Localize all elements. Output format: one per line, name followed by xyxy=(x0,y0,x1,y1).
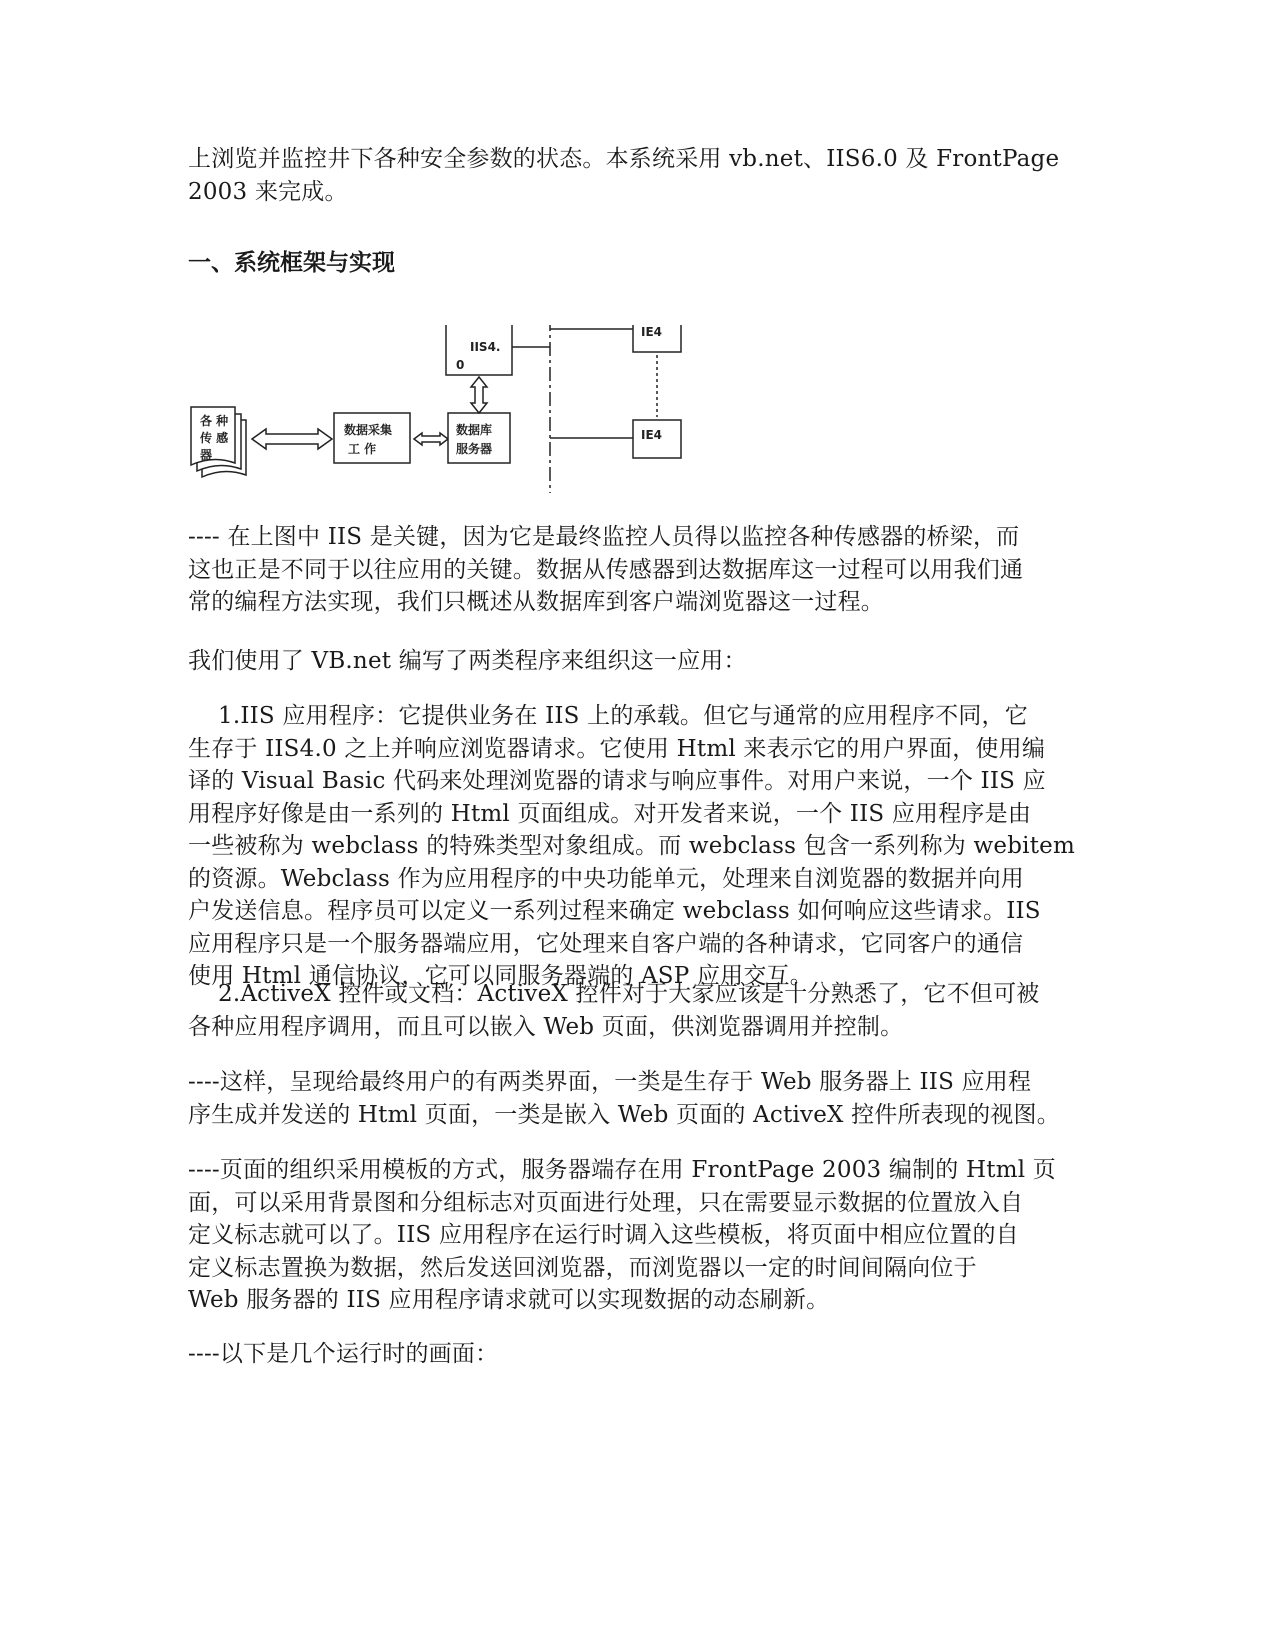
iis-label-1: IIS4. xyxy=(470,340,501,354)
list-item-activex: 2.ActiveX 控件或文档：ActiveX 控件对于大家应该是十分熟悉了，它不但可被 各种应用程序调用，而且可以嵌入 Web 页面，供浏览器调用并控制。 xyxy=(188,981,1040,1040)
paragraph-screens: ----以下是几个运行时的画面： xyxy=(188,1341,499,1367)
sensors-label-1: 各 种 xyxy=(200,414,229,428)
db-label-1: 数据库 xyxy=(456,423,493,437)
ie-top-label: IE4 xyxy=(641,325,663,339)
iis-label-2: 0 xyxy=(456,358,465,372)
arrow-db-iis xyxy=(471,377,487,413)
paragraph-iis-key: ---- 在上图中 IIS 是关键，因为它是最终监控人员得以监控各种传感器的桥梁，而 这也正是不同于以往应用的关键。数据从传感器到达数据库这一过程可以用我们通 常的编程方法实现，我们只概述从数据库到客户端浏览器这一过程。 xyxy=(188,524,1024,615)
db-label-2: 服务器 xyxy=(456,442,493,456)
list-item-iis-app: 1.IIS 应用程序：它提供业务在 IIS 上的承载。但它与通常的应用程序不同，它 生存于 IIS4.0 之上并响应浏览器请求。它使用 Html 来表示它的用户界面，使用编 译的 Visual Basic 代码来处理浏览器的请求与响应事件。对用户来说，一个 IIS 应 用程序好像是由一系列的 Html 页面组成。对开发者来说，一个 IIS 应用程序是由 一些被称为 webclass 的特殊类型对象组成。而 webclass 包含一系列称为 webitem 的资源。Webclass 作为应用程序的中央功能单元，处理来自浏览器的数据并向用 户发送信息。程序员可以定义一系列过程来确定 webclass 如何响应这些请求。IIS 应用程序只是一个服务器端应用，它处理来自客户端的各种请求，它同客户的通信 使用 Html 通信协议，它可以同服务器端的 ASP 应用交互。 xyxy=(188,703,1075,989)
collector-label-1: 数据采集 xyxy=(344,423,393,437)
ie-bottom-label: IE4 xyxy=(641,428,663,442)
sensors-label-2: 传 感 xyxy=(200,431,229,445)
paragraph-two-interfaces: ----这样，呈现给最终用户的有两类界面，一类是生存于 Web 服务器上 IIS 应用程 序生成并发送的 Html 页面，一类是嵌入 Web 页面的 ActiveX 控件所表现的视图。 xyxy=(188,1069,1060,1128)
intro-paragraph: 上浏览并监控井下各种安全参数的状态。本系统采用 vb.net、IIS6.0 及 FrontPage 2003 来完成。 xyxy=(188,146,1060,205)
paragraph-template: ----页面的组织采用模板的方式，服务器端存在用 FrontPage 2003 编制的 Html 页 面，可以采用背景图和分组标志对页面进行处理，只在需要显示数据的位置放入自 定义标志就可以了。IIS 应用程序在运行时调入这些模板，将页面中相应位置的自 定义标志置换为数据，然后发送回浏览器，而浏览器以一定的时间间隔向位于 Web 服务器的 IIS 应用程序请求就可以实现数据的动态刷新。 xyxy=(188,1157,1056,1313)
paragraph-two-programs: 我们使用了 VB.net 编写了两类程序来组织这一应用： xyxy=(188,648,747,674)
sensors-label-3: 器 xyxy=(200,448,213,462)
system-architecture-diagram xyxy=(188,325,728,525)
arrow-sensors-collector xyxy=(252,429,332,449)
collector-label-2: 工 作 xyxy=(348,442,377,456)
section-heading: 一、系统框架与实现 xyxy=(188,250,395,276)
sensors-stack xyxy=(191,407,246,477)
arrow-collector-db xyxy=(414,433,448,445)
